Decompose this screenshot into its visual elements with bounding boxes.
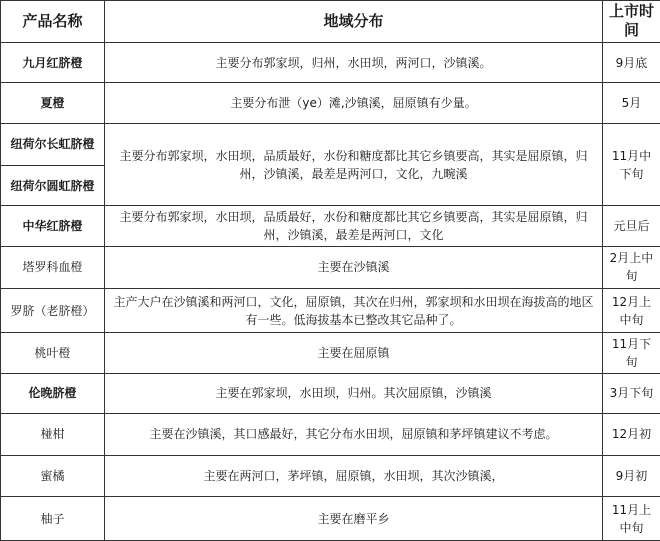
- launch-time-cell: 元旦后: [603, 206, 660, 247]
- distribution-cell: 主要在郭家坝，水田坝，归州。其次屈原镇，沙镇溪: [105, 374, 603, 414]
- launch-time-cell: 11月上中旬: [603, 497, 660, 541]
- launch-time-cell: 9月初: [603, 455, 660, 497]
- launch-time-cell: 3月下旬: [603, 374, 660, 414]
- product-name-cell: 柚子: [1, 497, 105, 541]
- table-row: [1, 83, 660, 124]
- table-row: [1, 455, 660, 497]
- product-name-cell: 伦晚脐橙: [1, 374, 105, 414]
- distribution-cell: 主要在两河口，茅坪镇，屈原镇，水田坝，其次沙镇溪，: [105, 455, 603, 497]
- distribution-cell: 主要在沙镇溪，其口感最好，其它分布水田坝，屈原镇和茅坪镇建议不考虑。: [105, 413, 603, 455]
- product-name-cell: 纽荷尔长虹脐橙: [1, 124, 105, 166]
- distribution-cell: 主要在沙镇溪: [105, 247, 603, 289]
- table-row: [1, 206, 660, 247]
- table-row: [1, 288, 660, 333]
- distribution-cell: 主要在磨平乡: [105, 497, 603, 541]
- distribution-cell: 主产大户在沙镇溪和两河口，文化，屈原镇，其次在归州，郭家坝和水田坝在海拔高的地区有一些。低海拔基本已整改其它品种了。: [105, 288, 603, 333]
- table-row: [1, 413, 660, 455]
- launch-time-cell: 5月: [603, 83, 660, 124]
- table-row: [1, 124, 660, 166]
- distribution-cell: 主要分布郭家坝，归州，水田坝，两河口，沙镇溪。: [105, 42, 603, 83]
- product-name-cell: 中华红脐橙: [1, 206, 105, 247]
- distribution-cell: 主要在屈原镇: [105, 333, 603, 374]
- header-product-name: 产品名称: [1, 1, 105, 43]
- header-distribution: 地域分布: [105, 1, 603, 43]
- product-name-cell: 椪柑: [1, 413, 105, 455]
- product-name-cell: 纽荷尔圆虹脐橙: [1, 165, 105, 206]
- table-row: [1, 497, 660, 541]
- distribution-cell: 主要分布郭家坝，水田坝，品质最好，水份和糖度都比其它乡镇要高，其实是屈原镇，归州，沙镇溪，最差是两河口，文化: [105, 206, 603, 247]
- launch-time-cell: 9月底: [603, 42, 660, 83]
- table-row: [1, 333, 660, 374]
- distribution-cell: 主要分布郭家坝，水田坝，品质最好，水份和糖度都比其它乡镇要高，其实是屈原镇，归州，沙镇溪，最差是两河口，文化，九畹溪: [105, 124, 603, 206]
- table-row: [1, 374, 660, 414]
- launch-time-cell: 11月下旬: [603, 333, 660, 374]
- product-name-cell: 九月红脐橙: [1, 42, 105, 83]
- header-launch-time: 上市时间: [603, 1, 660, 43]
- product-name-cell: 塔罗科血橙: [1, 247, 105, 289]
- product-name-cell: 夏橙: [1, 83, 105, 124]
- table-row: [1, 247, 660, 289]
- product-name-cell: 罗脐（老脐橙）: [1, 288, 105, 333]
- product-name-cell: 桃叶橙: [1, 333, 105, 374]
- product-name-cell: 蜜橘: [1, 455, 105, 497]
- launch-time-cell: 11月中下旬: [603, 124, 660, 206]
- launch-time-cell: 12月初: [603, 413, 660, 455]
- distribution-cell: 主要分布泄（ye）滩,沙镇溪，屈原镇有少量。: [105, 83, 603, 124]
- table-row: [1, 42, 660, 83]
- launch-time-cell: 2月上中旬: [603, 247, 660, 289]
- launch-time-cell: 12月上中旬: [603, 288, 660, 333]
- header-row: [1, 1, 660, 43]
